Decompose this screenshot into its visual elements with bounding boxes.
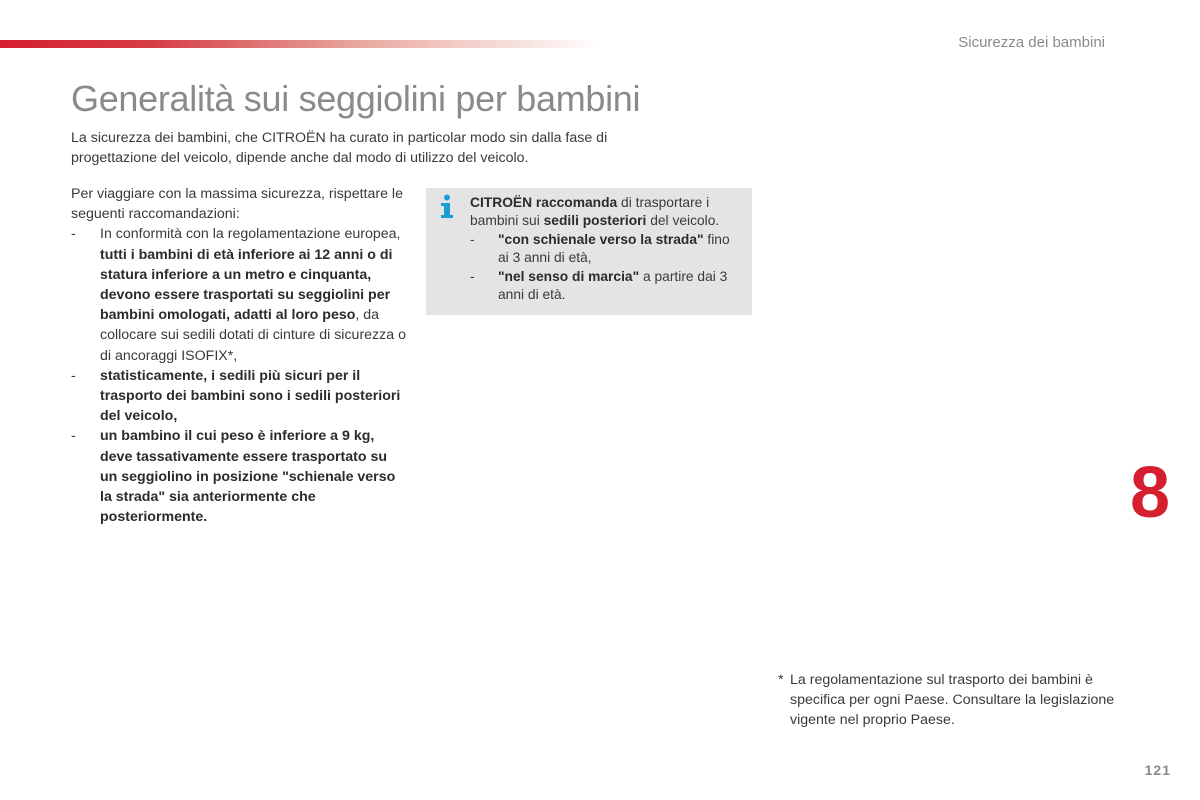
info-box-bold: CITROËN raccomanda [470, 195, 618, 210]
list-item-text: , da collocare sui sedili dotati di cinture di sicurezza o di ancoraggi ISOFIX*, [100, 307, 406, 364]
info-box-text [470, 194, 744, 231]
footnote-marker: * [778, 672, 784, 688]
list-item-text: fino ai 3 anni di età, [498, 231, 730, 266]
intro-paragraph: La sicurezza dei bambini, che CITROËN ha curato in particolar modo sin dalla fase di progettazione del veicolo, dipende anche dal modo di utilizzo del veicolo. [71, 130, 608, 166]
list-dash: - [71, 428, 76, 445]
section-title: Sicurezza dei bambini [958, 34, 1105, 51]
list-item-bold: "con schienale verso la strada" [498, 231, 704, 247]
footnote-text: La regolamentazione sul trasporto dei bambini è specifica per ogni Paese. Consultare la legislazione vigente nel proprio Paese. [790, 672, 1115, 729]
page-title: Generalità sui seggiolini per bambini [71, 78, 641, 119]
list-item [71, 426, 406, 527]
chapter-number: 8 [1129, 453, 1170, 533]
list-item-bold: tutti i bambini di età inferiore ai 12 anni o di statura inferiore a un metro e cinquanta, devono essere trasportati su seggiolini per bambini omologati, adatti al loro peso [100, 246, 393, 324]
info-box-text-part: del veicolo. [646, 213, 720, 229]
recommendations-lead: Per viaggiare con la massima sicurezza, rispettare le seguenti raccomandazioni: [71, 186, 403, 223]
list-item [71, 366, 406, 427]
list-dash: - [71, 226, 76, 243]
list-item-bold: statisticamente, i sedili più sicuri per il trasporto dei bambini sono i sedili posteriori del veicolo, [100, 367, 401, 425]
recommendations-section [71, 184, 406, 527]
list-item-bold: "nel senso di marcia" [498, 268, 640, 284]
info-box-text-part: di trasportare i bambini sui [470, 195, 710, 229]
list-dash: - [71, 367, 76, 384]
info-box-list [470, 231, 744, 305]
info-box-bold: sedili posteriori [543, 213, 647, 229]
recommendations-list [71, 224, 406, 527]
list-dash: - [470, 231, 475, 247]
footnote [778, 670, 1118, 731]
list-dash: - [470, 268, 475, 284]
list-item [470, 268, 744, 305]
list-item-bold: un bambino il cui peso è inferiore a 9 kg, deve tassativamente essere trasportato su un seggiolino in posizione "schienale verso la strada" sia anteriormente che posteriormente. [100, 428, 396, 526]
header-accent-bar [0, 40, 600, 48]
info-box [426, 188, 752, 315]
list-item-text: a partire dai 3 anni di età. [498, 268, 728, 303]
list-item [71, 224, 406, 365]
info-icon [438, 194, 456, 220]
page-number: 121 [1144, 762, 1171, 778]
list-item-text: In conformità con la regolamentazione europea, [100, 226, 401, 243]
list-item [470, 231, 744, 268]
